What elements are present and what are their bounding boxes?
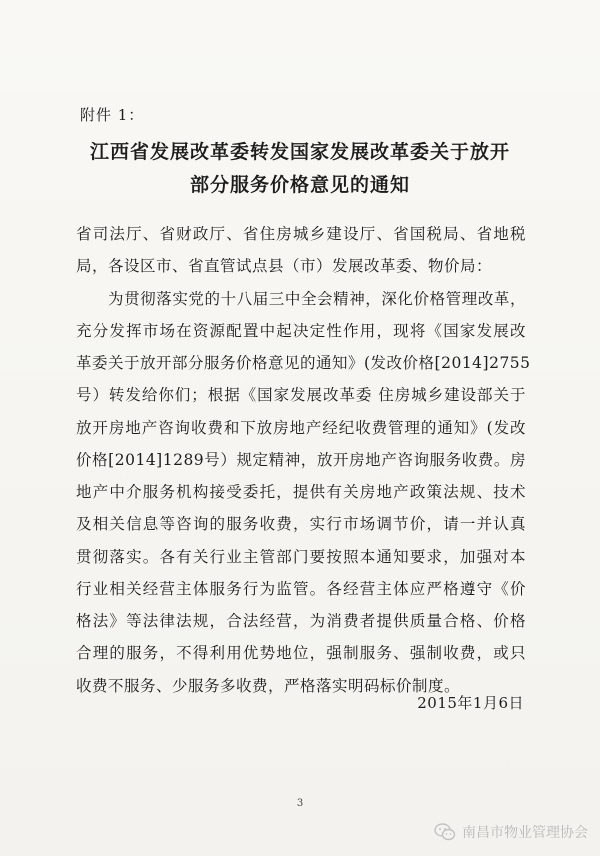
document-title-line1: 江西省发展改革委转发国家发展改革委关于放开 bbox=[89, 141, 510, 163]
body-line: 合理的服务，不得利用优势地位，强制服务、强制收费，或只 bbox=[76, 644, 526, 662]
body-line: 革委关于放开部分服务价格意见的通知》(发改价格[2014]2755 bbox=[76, 354, 531, 372]
body-line: 号）转发给你们；根据《国家发展改革委 住房城乡建设部关于 bbox=[76, 386, 526, 404]
body-line: 及相关信息等咨询的服务收费，实行市场调节价，请一并认真 bbox=[76, 515, 526, 533]
body-line: 价格[2014]1289号）规定精神，放开房地产咨询服务收费。房 bbox=[76, 451, 526, 469]
page-number: 3 bbox=[296, 798, 304, 809]
addressee-line: 局，各设区市、省直管试点县（市）发展改革委、物价局： bbox=[76, 257, 493, 275]
attachment-label: 附件 1： bbox=[80, 106, 145, 124]
body-line: 收费不服务、少服务多收费，严格落实明码标价制度。 bbox=[76, 677, 461, 695]
wechat-icon bbox=[434, 823, 456, 841]
body-line: 为贯彻落实党的十八届三中全会精神，深化价格管理改革， bbox=[108, 290, 526, 308]
body-line: 充分发挥市场在资源配置中起决定性作用，现将《国家发展改 bbox=[76, 322, 526, 340]
document-title-line2: 部分服务价格意见的通知 bbox=[189, 174, 410, 196]
watermark bbox=[434, 822, 588, 842]
body-line: 贯彻落实。各有关行业主管部门要按照本通知要求，加强对本 bbox=[76, 548, 526, 566]
body-line: 格法》等法律法规，合法经营，为消费者提供质量合格、价格 bbox=[76, 612, 526, 630]
addressee-line: 省司法厅、省财政厅、省住房城乡建设厅、省国税局、省地税 bbox=[76, 225, 526, 243]
document-date: 2015年1月6日 bbox=[417, 694, 524, 712]
body-line: 行业相关经营主体服务行为监管。各经营主体应严格遵守《价 bbox=[76, 580, 526, 598]
body-line: 地产中介服务机构接受委托，提供有关房地产政策法规、技术 bbox=[76, 483, 526, 501]
watermark-text: 南昌市物业管理协会 bbox=[462, 825, 588, 841]
body-line: 放开房地产咨询收费和下放房地产经纪收费管理的通知》(发改 bbox=[76, 419, 526, 437]
